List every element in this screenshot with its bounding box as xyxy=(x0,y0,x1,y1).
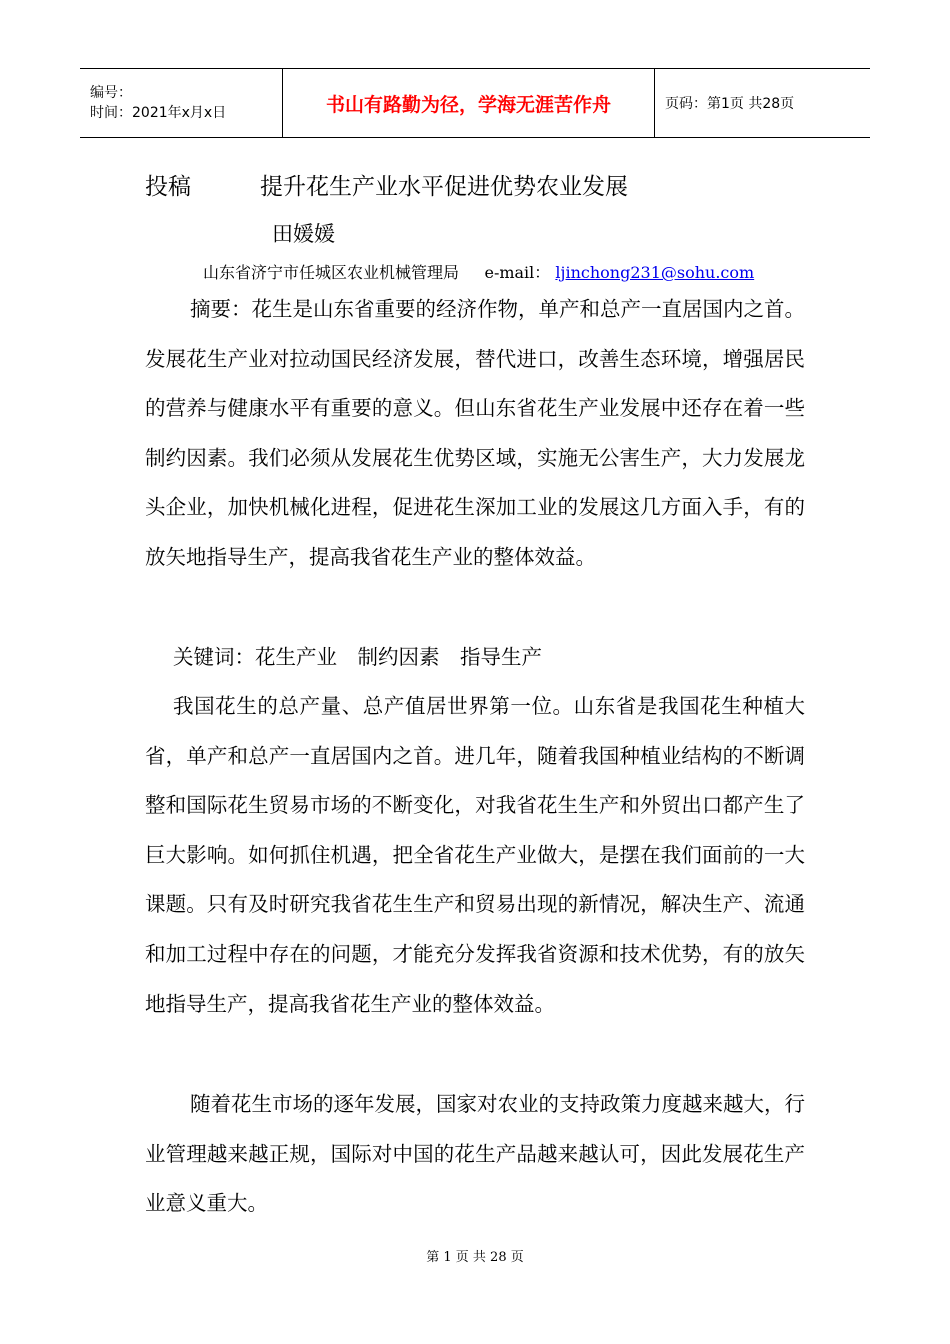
header-page-cell xyxy=(655,69,870,137)
document-number-label: 编号： xyxy=(90,85,132,101)
abstract-paragraph: 摘要：花生是山东省重要的经济作物，单产和总产一直居国内之首。发展花生产业对拉动国民经济发展，替代进口，改善生态环境，增强居民的营养与健康水平有重要的意义。但山东省花生产业发展中还存在着一些制约因素。我们必须从发展花生优势区域，实施无公害生产，大力发展龙头企业，加快机械化进程，促进花生深加工业的发展这几方面入手，有的放矢地指导生产，提高我省花生产业的整体效益。 xyxy=(145,297,805,569)
email-label: e-mail： xyxy=(484,263,551,282)
document-time-label: 时间：2021年x月x日 xyxy=(90,105,227,121)
keywords-line: 关键词：花生产业 制约因素 指导生产 xyxy=(173,645,542,669)
article-tag: 投稿 xyxy=(145,174,191,200)
header-meta-cell xyxy=(80,69,282,137)
body-paragraph-2: 随着花生市场的逐年发展，国家对农业的支持政策力度越来越大，行业管理越来越正规，国际对中国的花生产品越来越认可，因此发展花生产业意义重大。 xyxy=(145,1092,805,1216)
header-table xyxy=(80,68,870,138)
article-author: 田媛媛 xyxy=(272,222,335,246)
article-title: 提升花生产业水平促进优势农业发展 xyxy=(260,174,628,200)
header-page-info: 页码：第1页 共28页 xyxy=(665,96,795,112)
author-affiliation-line xyxy=(203,260,754,283)
body-paragraph-1: 我国花生的总产量、总产值居世界第一位。山东省是我国花生种植大省，单产和总产一直居国内之首。进几年，随着我国种植业结构的不断调整和国际花生贸易市场的不断变化，对我省花生生产和外贸出口都产生了巨大影响。如何抓住机遇，把全省花生产业做大，是摆在我们面前的一大课题。只有及时研究我省花生生产和贸易出现的新情况，解决生产、流通和加工过程中存在的问题，才能充分发挥我省资源和技术优势，有的放矢地指导生产，提高我省花生产业的整体效益。 xyxy=(145,694,805,1016)
author-affiliation: 山东省济宁市任城区农业机械管理局 xyxy=(203,263,460,282)
article-title-row xyxy=(145,168,628,201)
header-motto: 书山有路勤为径，学海无涯苦作舟 xyxy=(325,93,611,116)
header-motto-cell xyxy=(282,69,655,137)
email-link[interactable]: ljinchong231@sohu.com xyxy=(555,263,755,282)
page-footer: 第 1 页 共 28 页 xyxy=(426,1250,524,1265)
